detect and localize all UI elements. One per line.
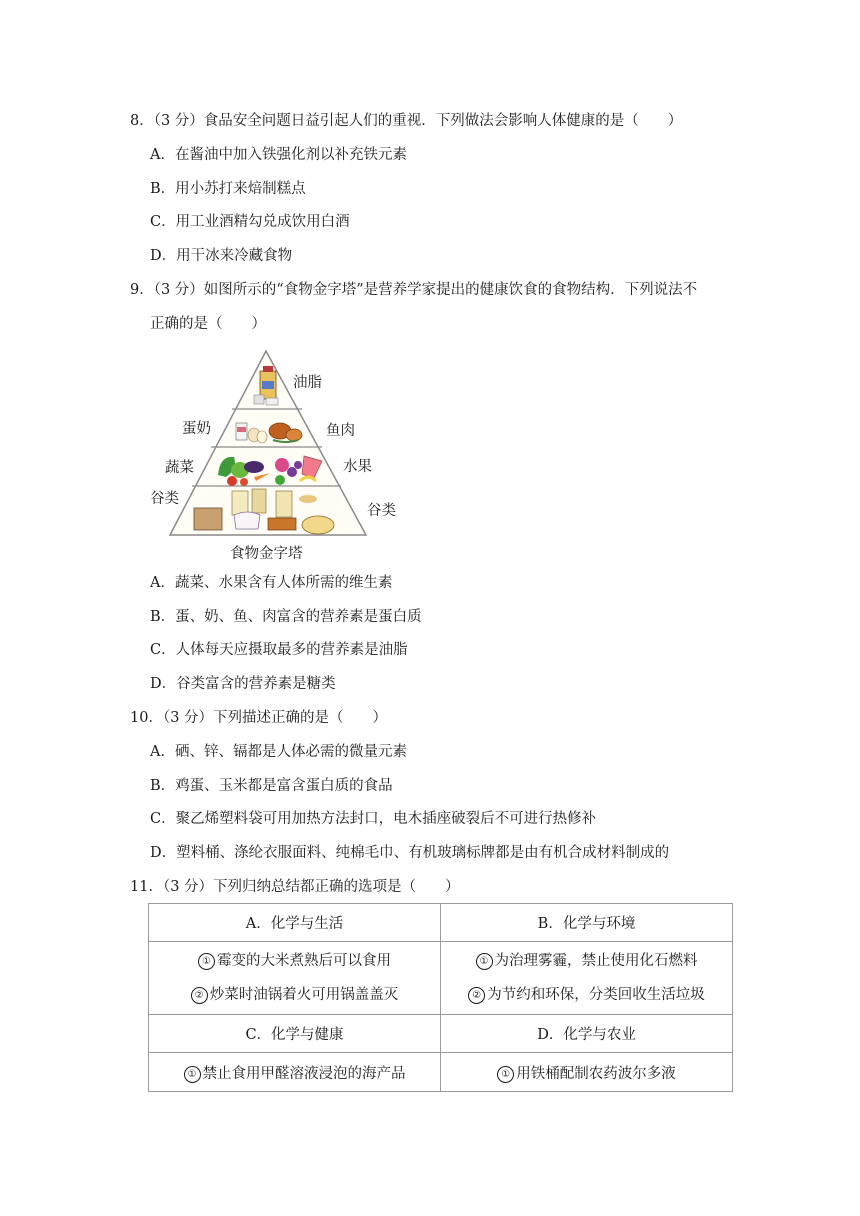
label-vegetable: 蔬菜	[165, 460, 194, 476]
item-c-1: ① 禁止食用甲醛溶液浸泡的海产品	[149, 1062, 440, 1083]
question-10-option-a: A．硒、锌、镉都是人体必需的微量元素	[150, 744, 407, 760]
question-9-stem: 9．（3 分）如图所示的“食物金字塔”是营养学家提出的健康饮食的食物结构．下列说法不	[130, 282, 698, 298]
cell-header-c: C．化学与健康	[149, 1015, 441, 1053]
cell-header-d: D．化学与农业	[441, 1015, 733, 1053]
cell-items-b	[441, 942, 733, 1015]
food-pyramid-figure	[148, 343, 410, 567]
label-fruit: 水果	[343, 459, 372, 475]
cell-header-b: B．化学与环境	[441, 904, 733, 942]
label-grain-left: 谷类	[150, 491, 179, 507]
item-d-1: ① 用铁桶配制农药波尔多液	[441, 1062, 732, 1083]
question-10-stem: 10．（3 分）下列描述正确的是（ ）	[130, 710, 388, 726]
marker-1: ①	[476, 953, 493, 970]
label-egg-milk: 蛋奶	[182, 421, 211, 437]
item-a-2: ② 炒菜时油锅着火可用锅盖盖灭	[149, 978, 440, 1012]
figure-caption: 食物金字塔	[230, 546, 303, 562]
cell-items-c	[149, 1053, 441, 1092]
question-9-option-b: B．蛋、奶、鱼、肉富含的营养素是蛋白质	[150, 609, 422, 625]
label-oil: 油脂	[293, 375, 322, 391]
marker-2: ②	[191, 987, 208, 1004]
question-9-option-c: C．人体每天应摄取最多的营养素是油脂	[150, 642, 408, 658]
question-9-option-a: A．蔬菜、水果含有人体所需的维生素	[150, 575, 393, 591]
marker-1: ①	[497, 1066, 514, 1083]
cell-items-a	[149, 942, 441, 1015]
question-8-option-c: C．用工业酒精勾兑成饮用白酒	[150, 214, 350, 230]
question-8-stem: 8．（3 分）食品安全问题日益引起人们的重视．下列做法会影响人体健康的是（ ）	[130, 113, 683, 129]
question-11-stem: 11．（3 分）下列归纳总结都正确的选项是（ ）	[130, 879, 460, 895]
item-b-2: ② 为节约和环保，分类回收生活垃圾	[441, 978, 732, 1012]
question-11-table	[148, 903, 733, 1092]
cell-header-a: A．化学与生活	[149, 904, 441, 942]
label-grain-right: 谷类	[367, 503, 396, 519]
cell-items-d	[441, 1053, 733, 1092]
marker-2: ②	[468, 987, 485, 1004]
marker-1: ①	[198, 953, 215, 970]
label-fish-meat: 鱼肉	[326, 423, 355, 439]
question-8-option-b: B．用小苏打来焙制糕点	[150, 181, 306, 197]
question-9-stem-continued: 正确的是（ ）	[150, 316, 266, 332]
question-10-option-c: C．聚乙烯塑料袋可用加热方法封口，电木插座破裂后不可进行热修补	[150, 811, 597, 827]
question-9-option-d: D．谷类富含的营养素是糖类	[150, 676, 336, 692]
question-8-option-d: D．用干冰来冷藏食物	[150, 248, 293, 264]
item-a-1: ① 霉变的大米煮熟后可以食用	[149, 944, 440, 978]
marker-1: ①	[184, 1066, 201, 1083]
question-10-option-b: B．鸡蛋、玉米都是富含蛋白质的食品	[150, 778, 393, 794]
item-b-1: ① 为治理雾霾，禁止使用化石燃料	[441, 944, 732, 978]
question-8-option-a: A．在酱油中加入铁强化剂以补充铁元素	[150, 147, 407, 163]
question-10-option-d: D．塑料桶、涤纶衣服面料、纯棉毛巾、有机玻璃标牌都是由有机合成材料制成的	[150, 845, 670, 861]
